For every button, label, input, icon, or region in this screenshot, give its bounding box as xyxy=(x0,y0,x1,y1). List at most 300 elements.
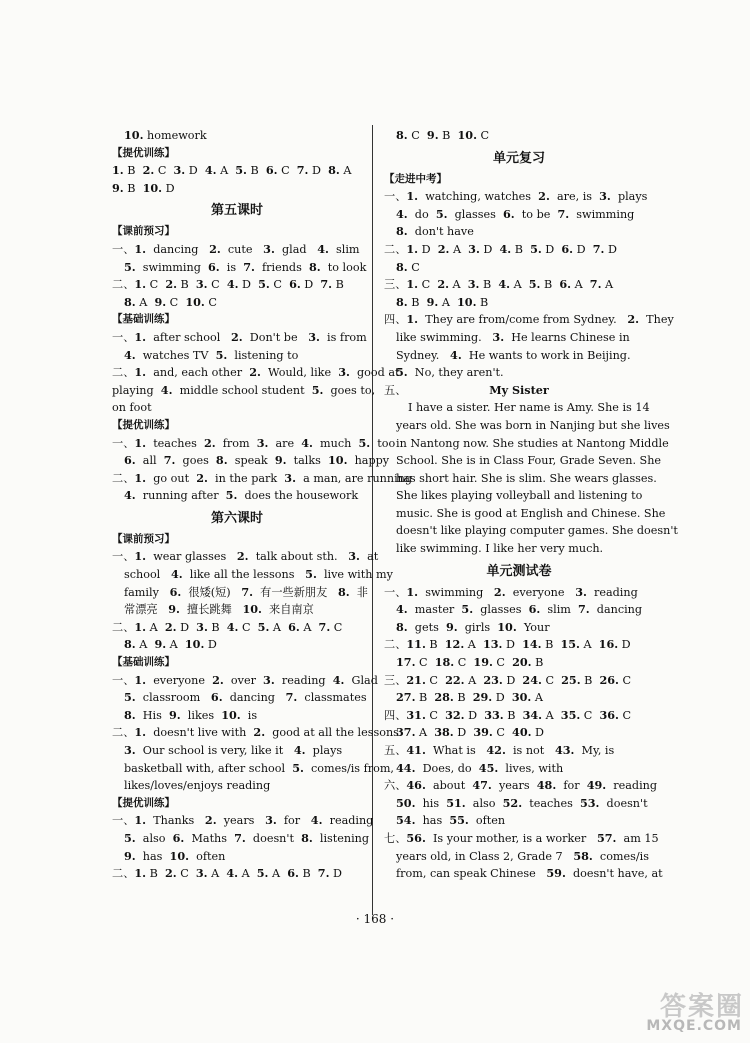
answer-text: glasses xyxy=(473,603,529,617)
item-number: 9. xyxy=(112,180,124,195)
answer-text: B xyxy=(531,656,544,670)
answer-text: C xyxy=(415,656,435,670)
item-number: 5. xyxy=(396,365,408,380)
answer-text: A xyxy=(571,278,590,292)
answer-text: D xyxy=(185,164,205,178)
answer-text: classroom xyxy=(135,691,211,705)
answer-line xyxy=(384,188,654,206)
answer-text: C xyxy=(269,278,290,292)
item-number: 46. xyxy=(406,778,426,793)
item-number: 7. xyxy=(557,206,570,221)
answer-text: doesn't have, at xyxy=(565,867,663,881)
section-heading: 单元复习 xyxy=(492,150,545,166)
item-number: 9. xyxy=(426,294,439,309)
item-number: 2. xyxy=(493,584,506,599)
answer-text: am 15 xyxy=(616,831,659,845)
answer-text: likes xyxy=(180,708,222,722)
answer-text: often xyxy=(189,849,226,863)
answer-line xyxy=(384,294,654,312)
answer-text: is from xyxy=(319,330,367,344)
answer-text: 一、 xyxy=(112,673,135,687)
answer-text: school xyxy=(124,568,171,582)
answer-text: 一、 xyxy=(112,436,135,450)
item-number: 30. xyxy=(511,690,532,705)
answer-text: everyone xyxy=(505,585,576,599)
answer-text: D xyxy=(531,726,545,740)
answer-text: 一、 xyxy=(384,585,407,599)
answer-text: 一、 xyxy=(112,242,135,256)
answer-text: doesn't xyxy=(599,796,648,810)
item-number: 4. xyxy=(293,743,306,757)
answer-text: A xyxy=(146,620,165,634)
section-heading: 第五课时 xyxy=(210,203,263,219)
answer-text: years xyxy=(491,779,537,793)
answer-line xyxy=(384,276,654,294)
answer-text: C xyxy=(166,295,186,309)
answer-text: A xyxy=(542,708,561,722)
answer-text: D xyxy=(604,242,617,256)
item-number: 1. xyxy=(134,241,147,256)
item-number: 6. xyxy=(207,259,220,274)
item-number: 1. xyxy=(134,619,147,634)
item-number: 4. xyxy=(124,488,136,503)
answer-text: for xyxy=(276,814,311,828)
answer-text: Your xyxy=(516,620,550,634)
item-number: 2. xyxy=(142,163,155,178)
item-number: 4. xyxy=(226,619,239,634)
item-number: 3. xyxy=(196,619,208,634)
section-tag xyxy=(112,654,362,672)
answer-text: about xyxy=(425,779,473,793)
answer-text: Sydney. xyxy=(396,348,451,362)
item-number: 51. xyxy=(446,795,466,810)
item-number: 4. xyxy=(396,602,408,617)
answer-text: goes to, xyxy=(323,383,376,397)
answer-text: C xyxy=(204,295,217,309)
answer-text: D xyxy=(329,867,342,881)
item-number: 5. xyxy=(461,602,474,617)
answer-text: My, is xyxy=(574,744,615,757)
item-number: 10. xyxy=(457,128,477,142)
answer-line xyxy=(384,522,678,540)
answer-text: D xyxy=(464,708,485,722)
answer-text: good at xyxy=(349,366,400,380)
item-number: 4. xyxy=(498,277,511,292)
item-number: 4. xyxy=(396,206,408,221)
answer-text: A xyxy=(216,164,236,178)
answer-text: C xyxy=(418,278,438,292)
answer-text: A xyxy=(207,867,227,881)
answer-text: to look xyxy=(320,260,367,274)
item-number: 17. xyxy=(396,655,416,670)
answer-text: all xyxy=(135,454,164,468)
item-number: 3. xyxy=(284,470,296,485)
answer-text: 一、 xyxy=(112,550,135,564)
item-number: 5. xyxy=(528,277,541,292)
answer-text: He wants to work in Beijing. xyxy=(461,348,631,362)
right-column xyxy=(384,127,678,883)
answer-text: No, they aren't. xyxy=(407,366,504,380)
section-tag xyxy=(112,417,362,435)
answer-text: talks xyxy=(286,454,328,468)
answer-line xyxy=(112,724,399,742)
item-number: 7. xyxy=(320,277,333,292)
item-number: 4. xyxy=(332,672,345,687)
answer-text: 六、 xyxy=(384,779,407,793)
item-number: 1. xyxy=(406,584,419,599)
answer-text: C xyxy=(154,164,174,178)
section-tag xyxy=(112,311,362,329)
answer-line xyxy=(112,777,362,795)
answer-text: a man, are running xyxy=(295,471,413,485)
answer-text: D xyxy=(479,242,500,256)
item-number: 10. xyxy=(242,602,262,617)
answer-text: 一、 xyxy=(112,814,135,828)
answer-text: after school xyxy=(146,330,231,344)
answer-text: 五、 xyxy=(384,744,407,757)
answer-text: happy xyxy=(347,454,390,468)
answer-text: A xyxy=(268,867,288,881)
answer-text: is xyxy=(219,260,244,274)
section-tag xyxy=(384,171,654,189)
item-number: 56. xyxy=(406,830,426,845)
answer-line xyxy=(384,206,654,224)
answer-text: A xyxy=(510,278,529,292)
answer-text: B xyxy=(453,691,473,705)
item-number: 1. xyxy=(406,241,419,256)
answer-text: 七、 xyxy=(384,831,407,845)
item-number: 8. xyxy=(396,259,408,274)
answer-line xyxy=(112,584,368,602)
answer-text: C xyxy=(330,620,343,634)
answer-text: 一、 xyxy=(384,190,407,204)
item-number: 4. xyxy=(124,347,136,362)
item-number: 27. xyxy=(396,690,416,705)
item-number: 5. xyxy=(235,163,247,178)
item-number: 7. xyxy=(578,602,590,617)
item-number: 15. xyxy=(560,637,580,652)
item-number: 6. xyxy=(502,206,515,221)
answer-text: has short hair. She is slim. She wears glasses. xyxy=(396,471,657,485)
item-number: 2. xyxy=(164,866,177,881)
item-number: 7. xyxy=(296,163,309,178)
answer-text: D xyxy=(162,181,175,195)
answer-text: A xyxy=(135,295,155,309)
answer-text: Thanks xyxy=(146,814,205,828)
item-number: 4. xyxy=(160,382,173,397)
item-number: 34. xyxy=(522,707,543,722)
item-number: 4. xyxy=(301,435,313,450)
answer-text: D xyxy=(453,726,474,740)
item-number: 9. xyxy=(154,637,167,652)
item-number: 16. xyxy=(598,637,619,652)
item-number: 3. xyxy=(124,743,136,757)
answer-text: C xyxy=(238,620,258,634)
answer-text: watches TV xyxy=(135,348,216,362)
item-number: 1. xyxy=(134,813,147,828)
item-number: 1. xyxy=(406,312,419,327)
answer-text: A xyxy=(438,295,458,309)
answer-text: lives, with xyxy=(498,761,564,775)
answer-text: C xyxy=(207,278,227,292)
answer-text: C xyxy=(425,673,446,687)
answer-line xyxy=(112,241,362,259)
column-divider xyxy=(372,125,373,915)
answer-text: D xyxy=(502,673,523,687)
answer-text: also xyxy=(135,831,173,845)
answer-text: running after xyxy=(135,489,226,503)
answer-text: 二、 xyxy=(112,620,135,634)
answer-line xyxy=(112,689,367,707)
item-number: 24. xyxy=(522,672,542,687)
answer-text: C xyxy=(492,656,513,670)
answer-text: D xyxy=(502,638,523,652)
section-tag xyxy=(112,145,362,163)
answer-text: talk about sth. xyxy=(248,550,349,564)
item-number: 42. xyxy=(486,743,506,757)
answer-text: teaches xyxy=(146,436,204,450)
item-number: 5. xyxy=(124,830,136,845)
answer-text: Does, do xyxy=(415,761,479,775)
item-number: 9. xyxy=(168,602,180,617)
answer-text: C xyxy=(407,129,427,142)
answer-text: reading xyxy=(606,779,658,793)
item-number: 9. xyxy=(124,848,136,863)
answer-text: B xyxy=(332,278,344,292)
watermark-title: 答案圈 xyxy=(659,992,744,1022)
item-number: 1. xyxy=(112,163,124,178)
item-number: 57. xyxy=(596,830,617,845)
answer-line xyxy=(112,760,394,778)
item-number: 2. xyxy=(253,725,266,740)
item-number: 1. xyxy=(406,189,419,204)
answer-line xyxy=(112,672,378,690)
answer-text: don't have xyxy=(407,225,474,239)
answer-text: 【课前预习】 xyxy=(112,532,175,545)
item-number: 39. xyxy=(473,725,493,740)
item-number: 7. xyxy=(243,259,255,274)
answer-line xyxy=(384,848,654,866)
item-number: 6. xyxy=(528,602,541,617)
answer-line xyxy=(112,742,362,760)
item-number: 8. xyxy=(337,584,350,599)
answer-text: dancing xyxy=(222,691,286,705)
answer-text: friends xyxy=(254,260,309,274)
answer-text: B xyxy=(123,164,143,178)
answer-text: do xyxy=(407,207,436,221)
answer-text: C xyxy=(425,708,446,722)
answer-text: glad xyxy=(274,242,318,256)
answer-text: like all the lessons xyxy=(182,568,306,582)
answer-text: D xyxy=(176,620,197,634)
item-number: 21. xyxy=(406,672,426,687)
item-number: 3. xyxy=(467,277,480,292)
item-number: 23. xyxy=(483,672,503,687)
answer-text: His xyxy=(135,708,169,722)
item-number: 36. xyxy=(599,707,619,722)
answer-text: B xyxy=(207,620,227,634)
answer-text: A xyxy=(449,278,468,292)
answer-text: has xyxy=(415,814,450,828)
item-number: 2. xyxy=(164,619,177,634)
item-number: 7. xyxy=(285,690,298,705)
answer-line xyxy=(112,329,367,347)
answer-text: Maths xyxy=(184,831,235,845)
answer-text: watching, watches xyxy=(418,190,539,204)
item-number: 41. xyxy=(406,743,426,757)
item-number: 8. xyxy=(124,294,136,309)
item-number: 32. xyxy=(445,707,465,722)
answer-line xyxy=(112,830,370,848)
item-number: 9. xyxy=(154,294,167,309)
item-number: 8. xyxy=(215,453,228,468)
item-number: 6. xyxy=(561,241,574,256)
answer-text: is not xyxy=(505,744,555,757)
answer-text: 常漂亮 xyxy=(124,603,169,617)
answer-text: B xyxy=(503,708,523,722)
item-number: 6. xyxy=(289,277,301,292)
item-number: 2. xyxy=(230,329,243,344)
answer-text: B xyxy=(541,638,561,652)
answer-text: playing xyxy=(112,383,161,397)
answer-text: reading xyxy=(274,673,333,687)
item-number: 4. xyxy=(310,813,323,828)
answer-line xyxy=(384,672,654,690)
item-number: 14. xyxy=(522,637,542,652)
item-number: 1. xyxy=(134,549,147,564)
answer-text: plays xyxy=(610,190,648,204)
answer-text: slim xyxy=(540,603,578,617)
item-number: 3. xyxy=(263,672,275,687)
answer-text: and, each other xyxy=(146,366,250,380)
item-number: 6. xyxy=(210,690,223,705)
item-number: 8. xyxy=(328,163,340,178)
answer-line xyxy=(112,162,362,180)
item-number: 6. xyxy=(169,584,182,599)
answer-text: 【走进中考】 xyxy=(384,172,447,185)
answer-text: wear glasses xyxy=(146,550,237,564)
item-number: 3. xyxy=(492,329,505,344)
item-number: 2. xyxy=(203,435,216,450)
item-number: 3. xyxy=(173,163,186,178)
answer-text: from, can speak Chinese xyxy=(396,867,547,881)
answer-line xyxy=(112,399,362,417)
item-number: 7. xyxy=(592,241,605,256)
answer-text: 四、 xyxy=(384,313,407,327)
item-number: 10. xyxy=(457,294,477,309)
item-number: 2. xyxy=(196,470,208,485)
answer-text: B xyxy=(123,181,143,195)
item-number: 7. xyxy=(317,866,330,881)
item-number: 49. xyxy=(586,778,607,793)
item-number: 4. xyxy=(499,241,512,256)
answer-text: Our school is very, like it xyxy=(135,744,294,757)
answer-text: B xyxy=(298,867,318,881)
answer-text: does the housework xyxy=(237,489,359,503)
item-number: 2. xyxy=(165,277,177,292)
answer-text: A xyxy=(238,867,257,881)
answer-text: D xyxy=(308,164,329,178)
answer-line xyxy=(384,689,654,707)
item-number: 8. xyxy=(396,294,408,309)
answer-text: They are from/come from Sydney. xyxy=(418,313,628,327)
item-number: 2. xyxy=(212,672,224,687)
item-number: 29. xyxy=(472,690,493,705)
answer-text: comes/is from, xyxy=(303,761,394,775)
item-number: 5. xyxy=(358,435,371,450)
answer-text: from xyxy=(215,436,257,450)
answer-line xyxy=(384,127,654,145)
item-number: 53. xyxy=(579,795,600,810)
answer-text: B xyxy=(415,691,435,705)
item-number: 3. xyxy=(195,277,208,292)
item-number: 1. xyxy=(134,725,147,740)
item-number: 8. xyxy=(396,224,408,239)
answer-text: are xyxy=(268,436,302,450)
answer-line xyxy=(112,636,362,654)
item-number: 6. xyxy=(124,453,136,468)
item-number: 5. xyxy=(435,206,448,221)
item-number: 2. xyxy=(209,241,221,256)
answer-text: 一、 xyxy=(112,330,135,344)
item-number: 55. xyxy=(449,813,469,828)
essay-title-line xyxy=(384,382,654,400)
item-number: 1. xyxy=(134,470,147,485)
item-number: 3. xyxy=(263,241,275,256)
essay-title: My Sister xyxy=(489,382,549,397)
answer-line xyxy=(384,724,654,742)
answer-line xyxy=(112,548,379,566)
answer-text: Is your mother, is a worker xyxy=(425,831,597,845)
answer-line xyxy=(384,654,654,672)
answer-line xyxy=(384,470,657,488)
item-number: 5. xyxy=(225,488,238,503)
answer-text: listening to xyxy=(227,348,299,362)
item-number: 1. xyxy=(406,277,419,292)
item-number: 10. xyxy=(221,707,241,722)
item-number: 9. xyxy=(445,619,458,634)
answer-text: in Nantong now. She studies at Nantong Middle xyxy=(396,436,669,450)
item-number: 31. xyxy=(406,707,426,722)
answer-text: C xyxy=(618,673,632,687)
answer-text: D xyxy=(204,638,217,652)
answer-line xyxy=(112,180,362,198)
answer-text: goes xyxy=(175,454,216,468)
answer-text: his xyxy=(415,796,447,810)
answer-line xyxy=(384,795,654,813)
item-number: 22. xyxy=(445,672,465,687)
answer-text: She likes playing volleyball and listening to xyxy=(396,489,643,503)
item-number: 40. xyxy=(512,725,532,740)
answer-text: A xyxy=(449,242,469,256)
answer-text: good at all the lessons xyxy=(265,726,399,740)
answer-text: A xyxy=(601,278,614,292)
answer-text: Would, like xyxy=(260,366,339,380)
item-number: 6. xyxy=(265,163,278,178)
answer-line xyxy=(384,830,659,848)
answer-text: on foot xyxy=(112,401,152,415)
answer-text: live with my xyxy=(316,568,393,582)
answer-text: C xyxy=(618,708,632,722)
item-number: 33. xyxy=(484,707,504,722)
answer-text: A xyxy=(269,620,289,634)
answer-text: 【提优训练】 xyxy=(112,796,175,809)
answer-line xyxy=(384,347,654,365)
item-number: 3. xyxy=(338,365,350,380)
item-number: 3. xyxy=(599,189,611,204)
answer-text: slim xyxy=(328,242,360,256)
answer-text: I have a sister. Her name is Amy. She is 14 xyxy=(408,401,650,415)
